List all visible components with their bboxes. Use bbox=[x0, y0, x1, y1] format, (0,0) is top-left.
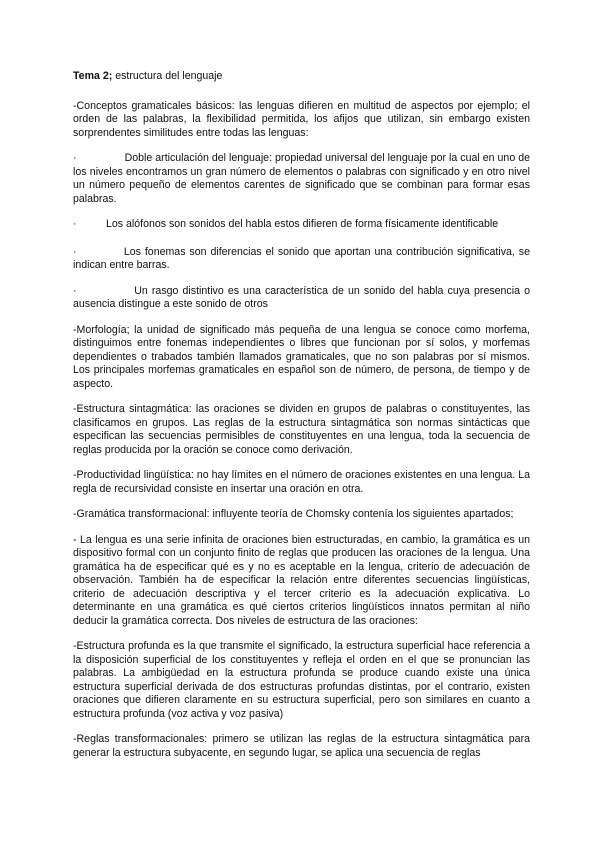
bullet-fonemas: · Los fonemas son diferencias el sonido que aportan una contribución significativa, se indican entre barras. bbox=[73, 245, 533, 271]
document-title bbox=[73, 70, 530, 84]
paragraph-conceptos: -Conceptos gramaticales básicos: las lenguas difieren en multitud de aspectos por ejemplo; el orden de las palabras, la flexibilidad permitida, los afijos que utilizan, sin embargo existen sorprendentes similitudes entre todas las lenguas: bbox=[73, 99, 530, 139]
bullet-rasgo-distintivo: · Un rasgo distintivo es una característica de un sonido del habla cuya presencia o ausencia distingue a este sonido de otros bbox=[73, 284, 533, 310]
bullet-alofonos: · Los alófonos son sonidos del habla estos difieren de forma físicamente identificable bbox=[73, 218, 499, 230]
paragraph-morfologia: -Morfología; la unidad de significado más pequeña de una lengua se conoce como morfema, distinguimos entre fonemas independientes o libres que funcionan por sí solos, y morfemas dependientes o trabados también llamados gramaticales, que no son palabras por sí mismos. Los principales morfemas gramaticales en español son de número, de persona, de tiempo y de aspecto. bbox=[73, 323, 530, 390]
paragraph-lengua-serie-infinita: - La lengua es una serie infinita de oraciones bien estructuradas, en cambio, la gramática es un dispositivo formal con un conjunto finito de reglas que producen las oraciones de la lengua. Una gramática ha de especificar qué es y no es aceptable en la lengua, criterio de adecuación de observación. También ha de especificar la relación entre diferentes secuencias lingüísticas, criterio de adecuación descriptiva y el tercer criterio es la adecuación explicativa. Lo determinante en una gramática es qué ciertos criterios lingüísticos innatos permitan al niño deducir la gramática correcta. Dos niveles de estructura de las oraciones: bbox=[73, 533, 530, 627]
paragraph-reglas-transformacionales: -Reglas transformacionales: primero se utilizan las reglas de la estructura sintagmática para generar la estructura subyacente, en segundo lugar, se aplica una secuencia de reglas bbox=[73, 733, 530, 759]
paragraph-gramatica-transformacional: -Gramática transformacional: influyente teoría de Chomsky contenía los siguientes apartados; bbox=[73, 508, 514, 520]
title-rest: estructura del lenguaje bbox=[112, 70, 223, 82]
bullet-doble-articulacion: · Doble articulación del lenguaje: propiedad universal del lenguaje por la cual en uno de los niveles encontramos un gran número de elementos o palabras con significado y en otro nivel un número pequeño de elementos carentes de significado que se combinan para formar esas palabras. bbox=[73, 152, 533, 205]
paragraph-estructura-sintagmatica: -Estructura sintagmática: las oraciones se dividen en grupos de palabras o constituyentes, las clasificamos en grupos. Las reglas de la estructura sintagmática son normas sintácticas que especifican las secuencias permisibles de constituyentes en una lengua, toda la secuencia de reglas producida por la oración se conoce como derivación. bbox=[73, 403, 530, 456]
title-bold: Tema 2; bbox=[73, 70, 113, 82]
paragraph-estructura-profunda: -Estructura profunda es la que transmite el significado, la estructura superficial hace referencia a la disposición superficial de los constituyentes y refleja el orden en el que se pronuncian las palabras. La ambigüedad en la estructura profunda se produce cuando existe una única estructura superficial derivada de dos estructuras profundas distintas, por el contrario, existen oraciones que difieren claramente en su estructura superficial, pero son similares en cuanto a estructura profunda (voz activa y voz pasiva) bbox=[73, 640, 530, 720]
paragraph-productividad: -Productividad lingüística: no hay límites en el número de oraciones existentes en una lengua. La regla de recursividad consiste en insertar una oración en otra. bbox=[73, 469, 530, 495]
